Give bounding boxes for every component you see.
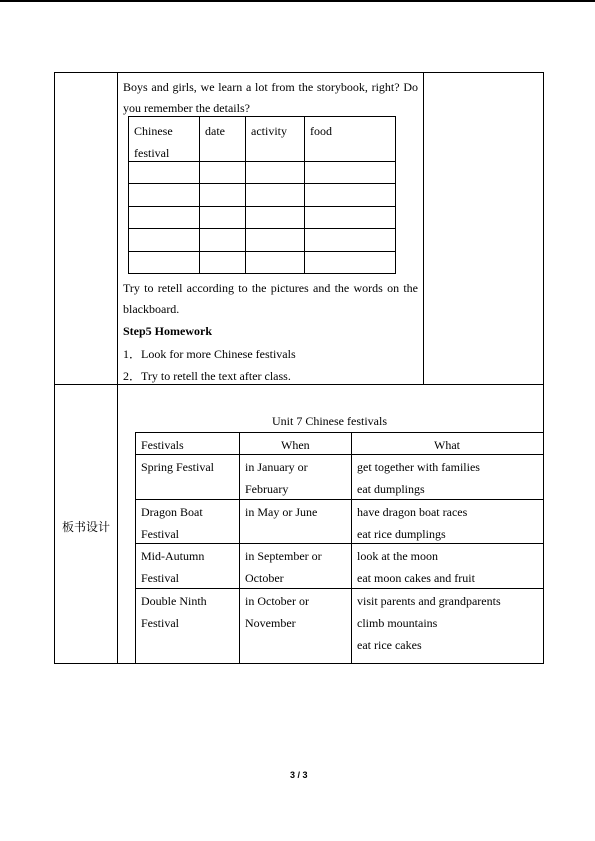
header-festivals: Festivals: [141, 438, 184, 452]
cell-festival: Festival: [141, 527, 179, 541]
retell-text-line2: blackboard.: [123, 302, 180, 316]
cell-festival: Festival: [141, 616, 179, 630]
cell-festival: Dragon Boat: [141, 505, 203, 519]
cell-what: eat moon cakes and fruit: [357, 571, 475, 585]
cell-what: eat dumplings: [357, 482, 425, 496]
blackboard-design-label: 板书设计: [62, 520, 111, 534]
cell-what: get together with families: [357, 460, 480, 474]
blackboard-title: Unit 7 Chinese festivals: [272, 414, 387, 428]
cell-what: eat rice dumplings: [357, 527, 446, 541]
cell-what: eat rice cakes: [357, 638, 422, 652]
top-rule: [0, 0, 595, 2]
cell-when: in September or: [245, 549, 322, 563]
cell-when: in October or: [245, 594, 309, 608]
cell-festival: Double Ninth: [141, 594, 207, 608]
homework-title: Step5 Homework: [123, 324, 212, 338]
cell-what: look at the moon: [357, 549, 438, 563]
review-header-date: date: [205, 124, 225, 138]
cell-what: have dragon boat races: [357, 505, 468, 519]
review-header-activity: activity: [251, 124, 287, 138]
retell-text-line1: Try to retell according to the pictures and the words on the: [123, 281, 418, 295]
cell-festival: Festival: [141, 571, 179, 585]
page-number: 3 / 3: [290, 770, 308, 780]
cell-what: climb mountains: [357, 616, 438, 630]
header-when: When: [281, 438, 310, 452]
cell-when: October: [245, 571, 284, 585]
cell-when: November: [245, 616, 296, 630]
cell-when: in May or June: [245, 505, 318, 519]
cell-festival: Mid-Autumn: [141, 549, 205, 563]
cell-when: in January or: [245, 460, 308, 474]
cell-festival: Spring Festival: [141, 460, 215, 474]
review-header-food: food: [310, 124, 332, 138]
intro-text-line2: you remember the details?: [123, 101, 250, 115]
review-header-chinese: Chinese: [134, 124, 173, 138]
cell-what: visit parents and grandparents: [357, 594, 501, 608]
cell-when: February: [245, 482, 289, 496]
header-what: What: [434, 438, 460, 452]
review-header-festival: festival: [134, 146, 170, 160]
homework-item-1: 1．Look for more Chinese festivals: [123, 347, 296, 361]
intro-text-line1: Boys and girls, we learn a lot from the storybook, right? Do: [123, 80, 418, 94]
homework-item-2: 2．Try to retell the text after class.: [123, 369, 291, 383]
